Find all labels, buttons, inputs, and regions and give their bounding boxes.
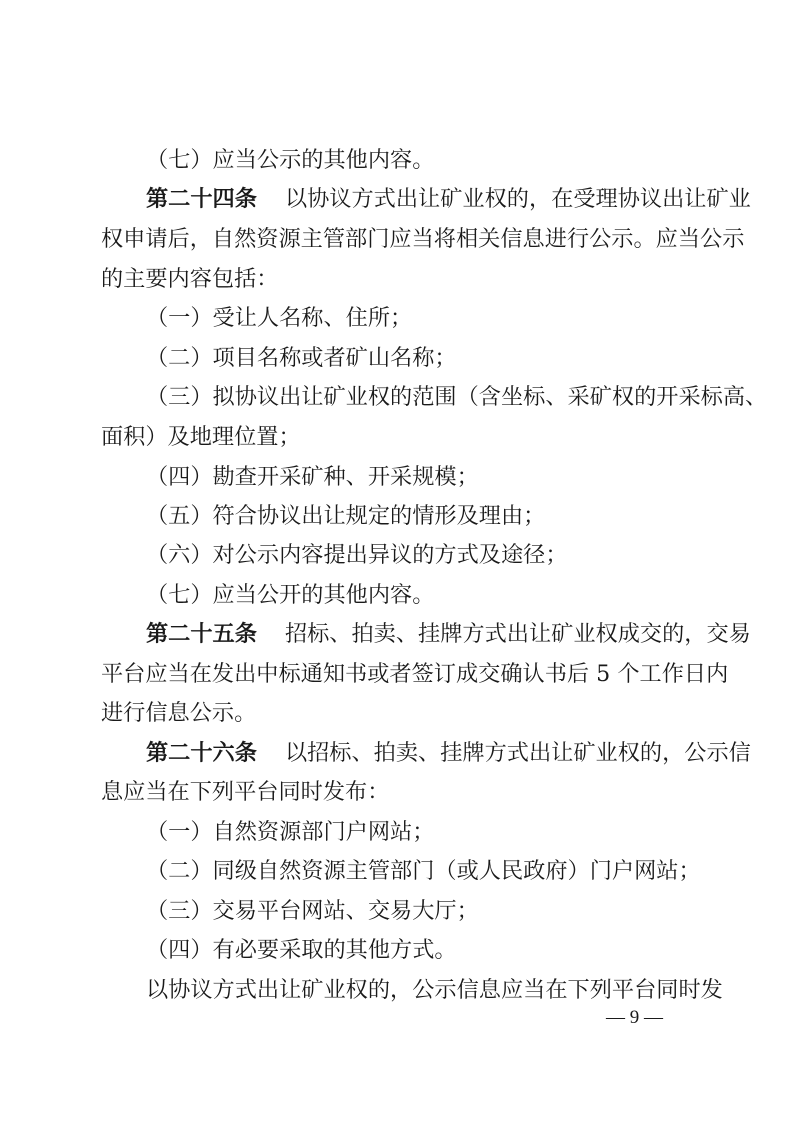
article-number: 第二十五条 xyxy=(146,621,257,647)
paragraph-line: 平台应当在发出中标通知书或者签订成交确认书后 5 个工作日内 xyxy=(101,661,729,687)
article-25-heading-line: 第二十五条 招标、拍卖、挂牌方式出让矿业权成交的，交易 xyxy=(146,621,751,647)
clause-line: （三）交易平台网站、交易大厅； xyxy=(146,898,479,924)
paragraph-line: 息应当在下列平台同时发布： xyxy=(101,779,390,805)
clause-line: （七）应当公示的其他内容。 xyxy=(146,147,435,173)
clause-line: （三）拟协议出让矿业权的范围（含坐标、采矿权的开采标高、 xyxy=(146,384,768,410)
clause-line: （七）应当公开的其他内容。 xyxy=(146,582,435,608)
page-number: — 9 — xyxy=(606,1007,663,1028)
clause-line: （一）受让人名称、住所； xyxy=(146,305,413,331)
paragraph-line: 面积）及地理位置； xyxy=(101,424,301,450)
paragraph-line: 以协议方式出让矿业权的，公示信息应当在下列平台同时发 xyxy=(146,977,723,1003)
clause-line: （二）项目名称或者矿山名称； xyxy=(146,345,457,371)
clause-line: （五）符合协议出让规定的情形及理由； xyxy=(146,503,546,529)
article-24-heading-line: 第二十四条 以协议方式出让矿业权的，在受理协议出让矿业 xyxy=(146,186,751,212)
clause-line: （六）对公示内容提出异议的方式及途径； xyxy=(146,542,568,568)
clause-line: （四）有必要采取的其他方式。 xyxy=(146,937,457,963)
paragraph-line: 的主要内容包括： xyxy=(101,266,279,292)
article-26-heading-line: 第二十六条 以招标、拍卖、挂牌方式出让矿业权的，公示信 xyxy=(146,740,751,766)
article-number: 第二十六条 xyxy=(146,740,257,766)
clause-line: （四）勘查开采矿种、开采规模； xyxy=(146,464,479,490)
article-number: 第二十四条 xyxy=(146,186,257,212)
paragraph-line: 进行信息公示。 xyxy=(101,700,257,726)
paragraph-line: 权申请后，自然资源主管部门应当将相关信息进行公示。应当公示 xyxy=(101,226,745,252)
clause-line: （一）自然资源部门户网站； xyxy=(146,819,435,845)
clause-line: （二）同级自然资源主管部门（或人民政府）门户网站； xyxy=(146,858,701,884)
